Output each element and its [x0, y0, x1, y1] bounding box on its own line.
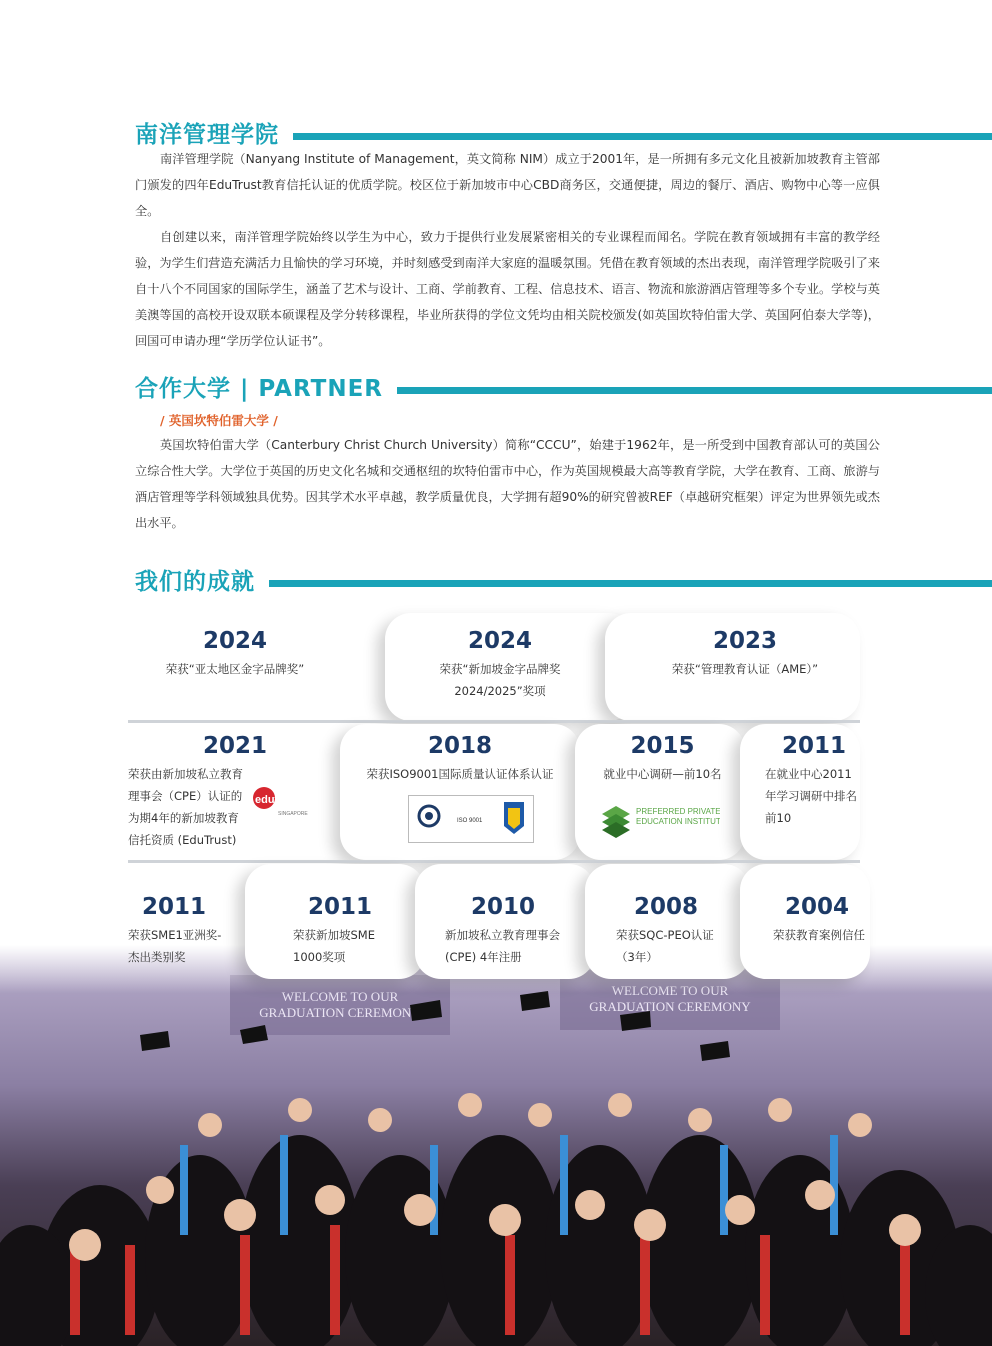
achievement-year: 2024	[467, 628, 532, 654]
achievement-year: 2024	[202, 628, 267, 654]
achievement-tile	[360, 733, 560, 785]
achievement-desc: 荣获SME1亚洲奖-杰出类别奖	[128, 928, 222, 964]
achievement-desc: 荣获ISO9001国际质量认证体系认证	[366, 767, 554, 781]
edutrust-logo	[250, 780, 325, 820]
achievement-tile	[773, 894, 873, 946]
achievement-tile	[430, 628, 570, 702]
achievement-desc: 荣获“新加坡金字品牌奖 2024/2025”奖项	[439, 662, 561, 698]
achievement-tile	[590, 733, 735, 785]
grid-divider	[128, 720, 860, 723]
iso-label: ISO 9001	[457, 818, 483, 824]
partner-title: 合作大学 | PARTNER	[135, 376, 383, 402]
preferred-institute-logo	[600, 800, 720, 838]
achievement-desc: 新加坡私立教育理事会 (CPE) 4年注册	[445, 928, 560, 964]
teal-divider	[397, 387, 992, 394]
achievement-tile	[765, 733, 860, 829]
achievement-desc: 荣获“亚太地区金字品牌奖”	[165, 662, 305, 676]
partner-subtitle: / 英国坎特伯雷大学 /	[160, 413, 278, 428]
achievement-desc: 荣获由新加坡私立教育理事会（CPE）认证的为期4年的新加坡教育信托资质 (EduTrust)	[128, 767, 243, 847]
achievement-desc: 在就业中心2011年学习调研中排名前10	[765, 767, 857, 825]
achievement-desc: 荣获教育案例信任	[773, 928, 865, 942]
achievement-year: 2004	[785, 894, 850, 920]
section-header-intro	[135, 116, 992, 149]
achievement-desc: 荣获SQC-PEO认证（3年）	[616, 928, 714, 964]
grid-divider	[128, 860, 860, 863]
preferred-logo-line1: PREFERRED PRIVATE	[636, 807, 720, 816]
achievement-year: 2015	[630, 733, 695, 759]
achievement-desc: 就业中心调研—前10名	[603, 767, 722, 781]
intro-paragraph-1: 南洋管理学院（Nanyang Institute of Management，英文简称 NIM）成立于2001年，是一所拥有多元文化且被新加坡教育主管部门颁发的四年EduTrust教育信托认证的优质学院。校区位于新加坡市中心CBD商务区，交通便捷，周边的餐厅、酒店、购物中心等一应俱全。	[135, 152, 880, 218]
teal-divider	[269, 580, 992, 587]
achievement-year: 2021	[203, 733, 268, 759]
iso-certificate-logo	[408, 795, 534, 843]
teal-divider	[293, 133, 992, 140]
achievement-tile	[616, 894, 716, 968]
graduation-photo	[0, 945, 992, 1346]
achievement-desc: 荣获“管理教育认证（AME）”	[671, 662, 819, 676]
section-header-achievements	[135, 563, 992, 596]
achievement-tile	[293, 894, 393, 968]
graduation-photo-illustration	[0, 945, 992, 1346]
achievement-tile	[140, 628, 330, 680]
edutrust-logo-text: edutrust	[255, 794, 299, 806]
achievement-year: 2010	[471, 894, 536, 920]
intro-title: 南洋管理学院	[135, 122, 279, 148]
achievement-tile	[128, 894, 228, 968]
partner-paragraph: 英国坎特伯雷大学（Canterbury Christ Church University）简称“CCCU”，始建于1962年，是一所受到中国教育部认可的英国公立综合性大学。大学位于英国的历史文化名城和交通枢纽的坎特伯雷市中心，作为英国规模最大高等教育学院，大学在教育、工商、旅游与酒店管理等学科领域独具优势。因其学术水平卓越，教学质量优良，大学拥有超90%的研究曾被REF（卓越研究框架）评定为世界领先或杰出水平。	[135, 438, 880, 530]
achievement-tile	[445, 894, 570, 968]
intro-paragraph-2: 自创建以来，南洋管理学院始终以学生为中心，致力于提供行业发展紧密相关的专业课程而闻名。学院在教育领域拥有丰富的教学经验，为学生们营造充满活力且愉快的学习环境，并时刻感受到南洋大家庭的温暖氛围。凭借在教育领域的杰出表现，南洋管理学院吸引了来自十八个不同国家的国际学生，涵盖了艺术与设计、工商、学前教育、工程、信息技术、语言、物流和旅游酒店管理等多个专业。学校与英美澳等国的高校开设双联本硕课程及学分转移课程，毕业所获得的学位文凭均由相关院校颁发(如英国坎特伯雷大学、英国阿伯泰大学等)，回国可申请办理“学历学位认证书”。	[135, 230, 880, 348]
achievement-year: 2023	[712, 628, 777, 654]
achievement-year: 2008	[634, 894, 699, 920]
achievements-title: 我们的成就	[135, 569, 255, 595]
achievement-year: 2011	[308, 894, 373, 920]
section-header-partner	[135, 370, 992, 403]
edutrust-logo-sub: SINGAPORE	[278, 811, 308, 817]
achievement-tile	[650, 628, 840, 680]
achievement-year: 2011	[142, 894, 207, 920]
achievement-year: 2018	[427, 733, 492, 759]
achievement-year: 2011	[782, 733, 847, 759]
achievement-desc: 荣获新加坡SME 1000奖项	[293, 928, 375, 964]
preferred-logo-line2: EDUCATION INSTITUTE	[636, 817, 720, 826]
